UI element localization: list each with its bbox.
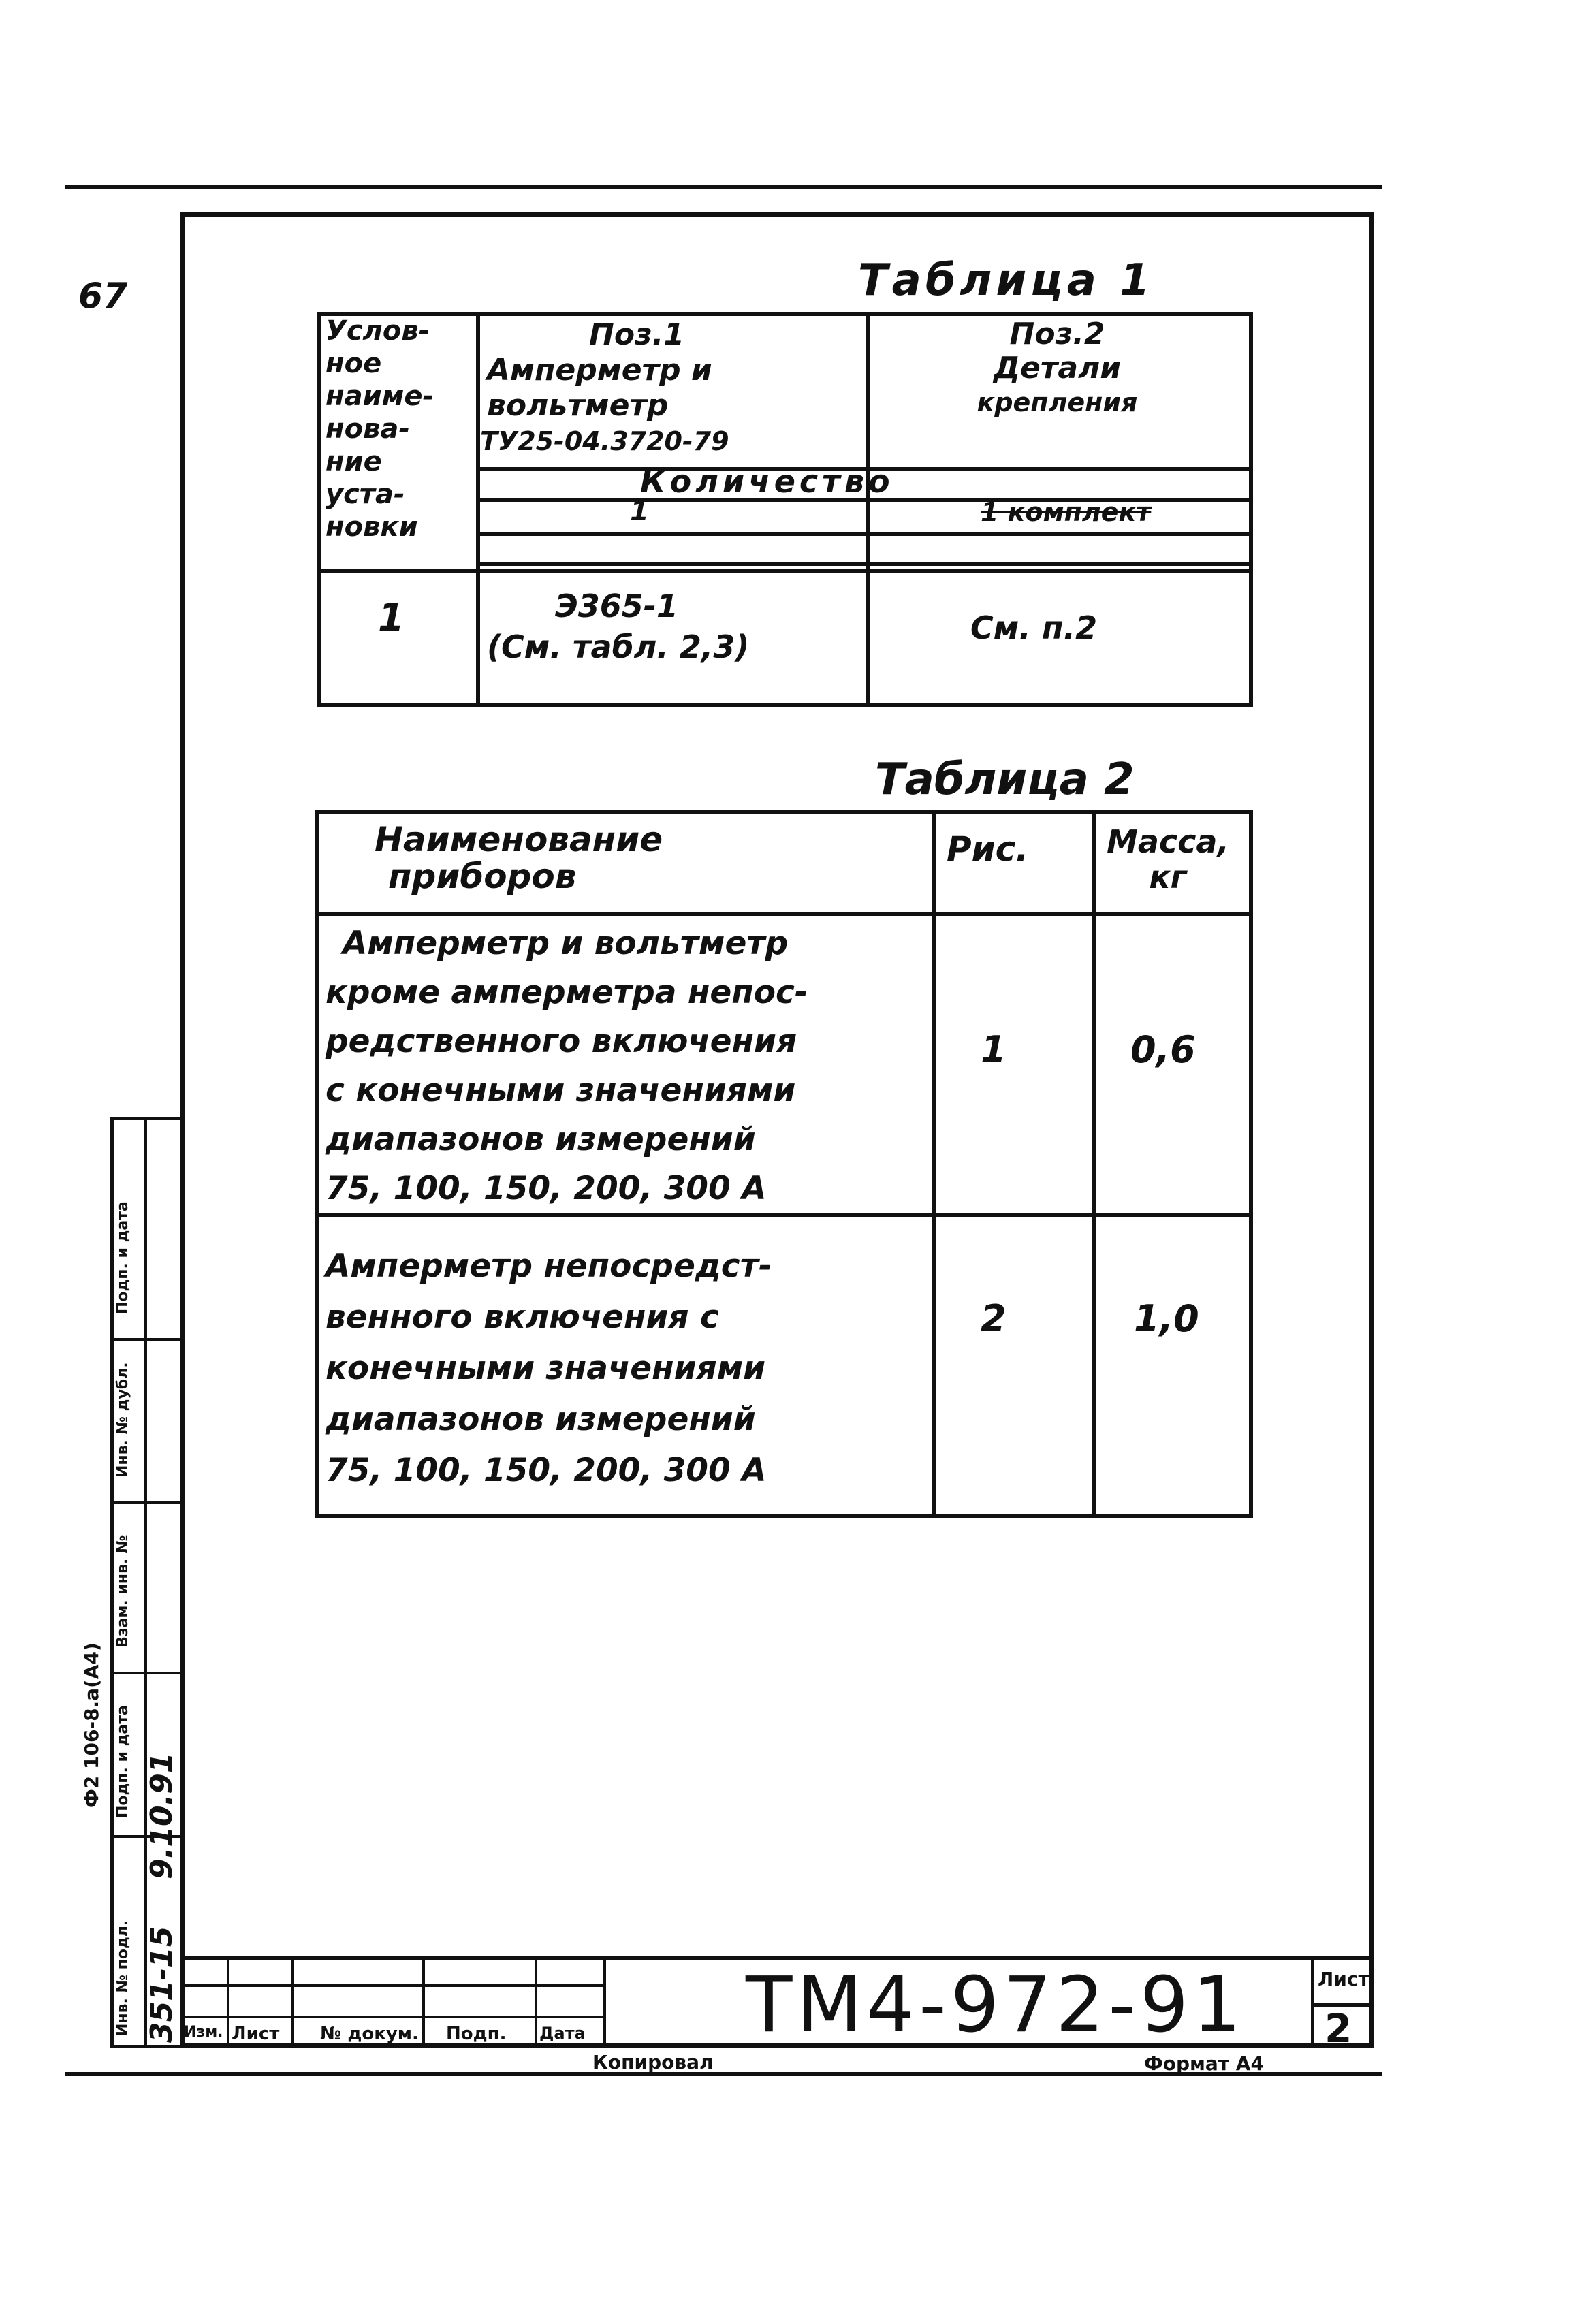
side-date: 9.10.91 [144, 1752, 179, 1879]
top-rule [65, 185, 1382, 189]
table2-row2-fig: 2 [981, 1297, 1007, 1340]
side-label-replace-inv: Взам. инв. № [114, 1535, 131, 1648]
table1-title: Таблица 1 [858, 255, 1154, 306]
table1-header-pos1: Поз.1 Амперметр и вольтметр ТУ25-04.3720-79 [480, 317, 729, 456]
document-code: ТМ4-972-91 [746, 1961, 1246, 2050]
table2-row1-fig: 1 [981, 1028, 1007, 1071]
sheet-label: Лист [1318, 1968, 1369, 1990]
title-col-sheet: Лист [232, 2024, 280, 2044]
table2-row1-name: Амперметр и вольтметр кроме амперметра непос- редственного включения с конечными значениями диапазонов измерений 75, 100, 150, 200, 300 А [326, 925, 808, 1207]
side-form-code: Ф2 106-8.а(А4) [80, 1642, 103, 1808]
page-number: 67 [78, 276, 128, 317]
table2-title: Таблица 2 [875, 754, 1135, 805]
table2-row1-mass: 0,6 [1130, 1028, 1196, 1071]
title-col-date: Дата [539, 2024, 586, 2043]
table2-row2-name: Амперметр непосредст- венного включения с конечными значениями диапазонов измерений 75, 100, 150, 200, 300 А [326, 1247, 772, 1489]
table1-header-install-name: Услов- ное наиме- нова- ние уста- новки [326, 315, 434, 543]
footer-format: Формат А4 [1144, 2052, 1264, 2075]
table1-row-pos1: Э365-1 (См. табл. 2,3) [487, 588, 750, 665]
side-label-sign-date-2: Подп. и дата [114, 1201, 131, 1314]
table2-header-name: Наименование приборов [375, 820, 663, 896]
table2-header-mass: Масса, кг [1107, 823, 1229, 895]
side-label-inv-orig: Инв. № подл. [114, 1920, 131, 2036]
table2-row2-mass: 1,0 [1134, 1297, 1199, 1340]
table1-qty-pos1: 1 [630, 496, 649, 527]
table1-quantity-label: Количество [640, 463, 894, 500]
table2-header-fig: Рис. [947, 829, 1029, 869]
title-col-doc-number: № докум. [320, 2024, 419, 2044]
title-col-change: Изм. [184, 2024, 223, 2041]
table1-header-pos2: Поз.2 Детали крепления [977, 317, 1138, 417]
side-label-inv-dup: Инв. № дубл. [114, 1362, 131, 1478]
side-label-sign-date-1: Подп. и дата [114, 1705, 131, 1818]
table1-row-pos2: См. п.2 [970, 609, 1098, 646]
footer-copied: Копировал [592, 2051, 714, 2073]
sheet-number: 2 [1325, 2005, 1352, 2052]
table1-row-install: 1 [378, 596, 405, 640]
title-col-signature: Подп. [446, 2024, 507, 2044]
side-inventory-number: 351-15 [144, 1926, 179, 2043]
table1-qty-pos2: 1 комплект [981, 497, 1152, 527]
